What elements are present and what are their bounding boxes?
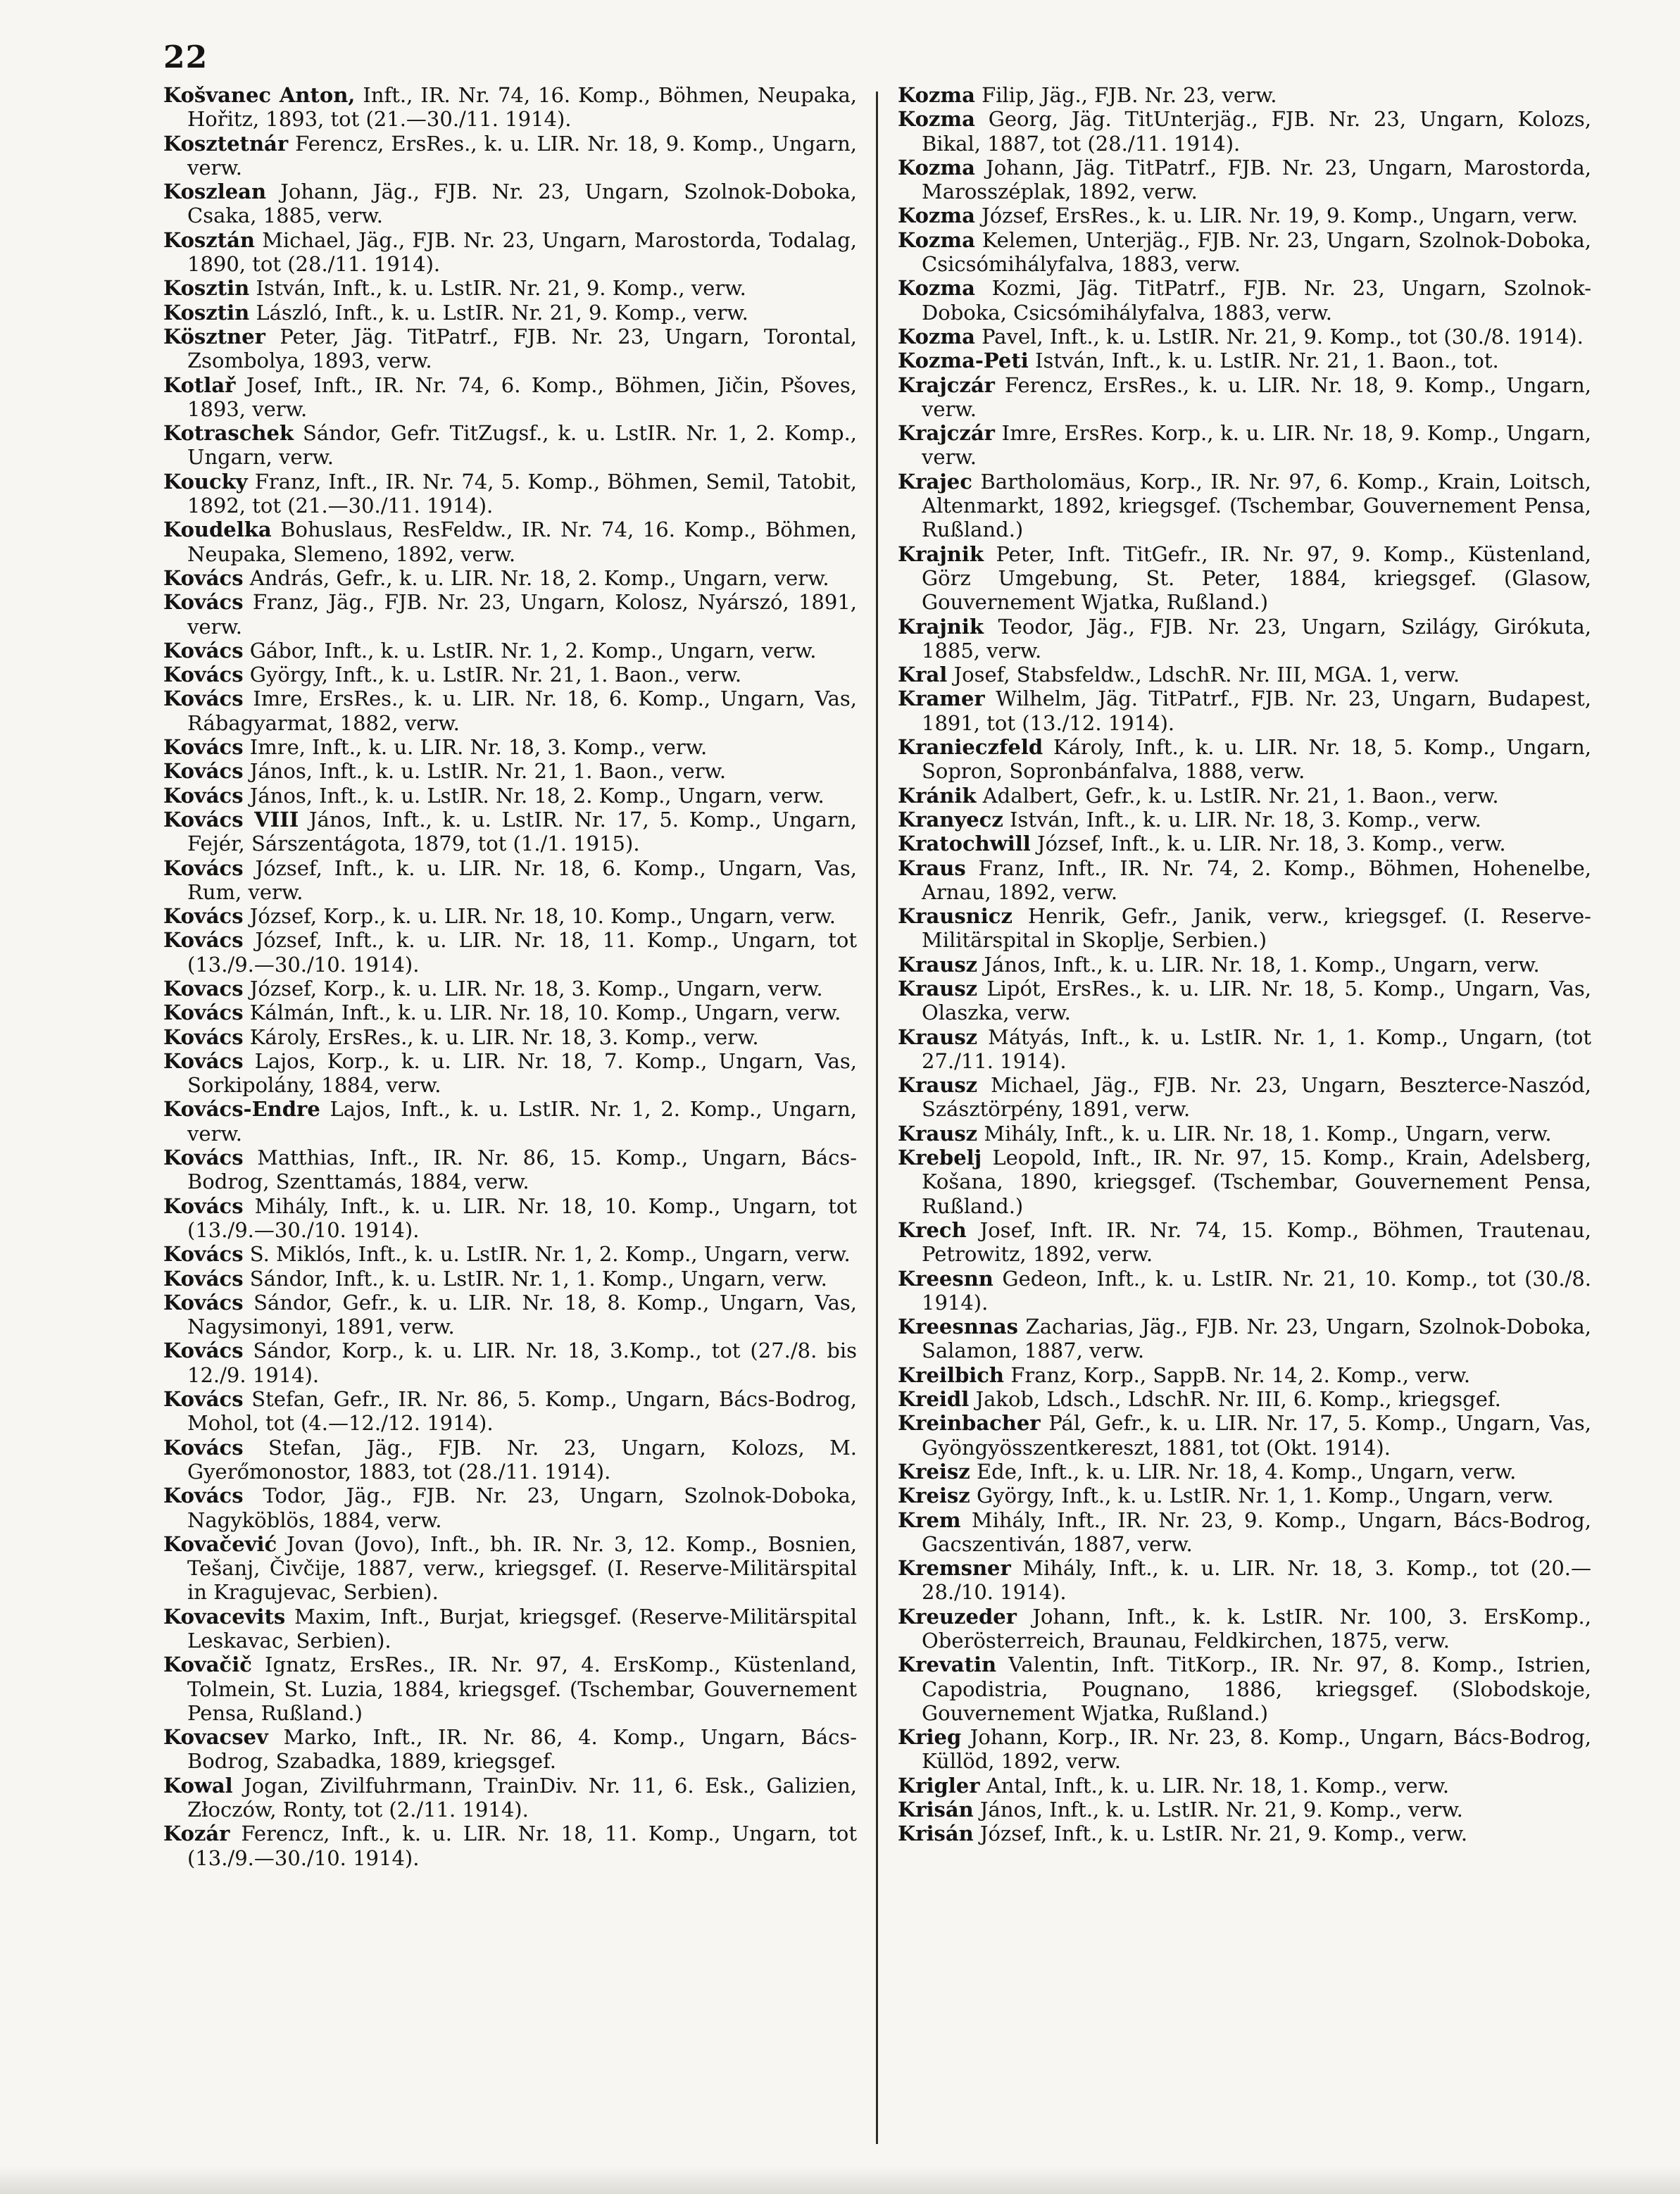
entry-surname: Kreesnnas	[898, 1315, 1018, 1339]
entry-surname: Kovacs	[163, 976, 244, 1001]
entry-surname: Kosztin	[163, 300, 250, 325]
entry-surname: Kovacsev	[163, 1725, 268, 1750]
entry-details: Johann, Korp., IR. Nr. 23, 8. Komp., Ungarn, Bács-Bodrog, Küllöd, 1892, verw.	[922, 1725, 1591, 1774]
entry-details: S. Miklós, Inft., k. u. LstIR. Nr. 1, 2. Komp., Ungarn, verw.	[243, 1242, 851, 1267]
entry-surname: Kovács	[163, 1001, 244, 1025]
register-entry	[163, 301, 857, 325]
entry-surname: Kovács	[163, 1387, 244, 1412]
entry-surname: Kreinbacher	[898, 1411, 1041, 1436]
register-entry	[163, 325, 857, 373]
entry-details: Josef, Stabsfeldw., LdschR. Nr. III, MGA. 1, verw.	[947, 663, 1460, 687]
entry-details: János, Inft., k. u. LstIR. Nr. 18, 2. Komp., Ungarn, verw.	[243, 783, 825, 808]
register-entry	[163, 1242, 857, 1266]
entry-details: Jogan, Zivilfuhrmann, TrainDiv. Nr. 11, 6. Esk., Galizien, Złoczów, Ronty, tot (2./11. 1914).	[187, 1773, 857, 1822]
entry-surname: Kovács	[163, 1290, 244, 1315]
entry-details: István, Inft., k. u. LstIR. Nr. 21, 1. Baon., tot.	[1028, 349, 1499, 373]
entry-details: Gedeon, Inft., k. u. LstIR. Nr. 21, 10. Komp., tot (30./8. 1914).	[922, 1266, 1591, 1315]
entry-surname: Krieg	[898, 1725, 962, 1750]
entry-details: József, Inft., k. u. LIR. Nr. 18, 3. Komp., verw.	[1030, 832, 1506, 856]
register-entry	[898, 1315, 1591, 1363]
register-entry	[898, 156, 1591, 204]
entry-surname: Krisán	[898, 1822, 974, 1846]
entry-details: Ferencz, ErsRes., k. u. LIR. Nr. 18, 9. Komp., Ungarn, verw.	[922, 372, 1591, 421]
right-column	[898, 83, 1591, 1846]
register-entry	[163, 687, 857, 735]
entry-details: Pál, Gefr., k. u. LIR. Nr. 17, 5. Komp., Ungarn, Vas, Gyöngyösszentkereszt, 1881, tot (Okt. 1914).	[922, 1411, 1591, 1460]
entry-surname: Kosztin	[163, 276, 250, 301]
register-entry	[163, 132, 857, 180]
entry-details: Henrik, Gefr., Janik, verw., kriegsgef. (I. Reserve-Militärspital in Skoplje, Serbien.)	[922, 904, 1591, 953]
register-entry	[163, 1291, 857, 1339]
entry-surname: Kratochwill	[898, 832, 1031, 856]
entry-details: Stefan, Jäg., FJB. Nr. 23, Ungarn, Kolozs, M. Gyerőmonostor, 1883, tot (28./11. 1914).	[187, 1435, 857, 1484]
entry-surname: Kovács	[163, 590, 244, 615]
entry-surname: Kremsner	[898, 1556, 1011, 1581]
entry-surname: Kovács	[163, 1242, 244, 1267]
register-entry	[898, 1484, 1591, 1507]
entry-details: Franz, Inft., IR. Nr. 74, 5. Komp., Böhmen, Semil, Tatobit, 1892, tot (21.—30./11. 1914).	[187, 469, 857, 518]
register-entry	[163, 977, 857, 1001]
entry-surname: Kovács	[163, 565, 244, 590]
entry-surname: Kovačević	[163, 1531, 277, 1556]
entry-surname: Kozma	[898, 227, 975, 252]
entry-surname: Krausz	[898, 1024, 978, 1049]
register-entry	[898, 1218, 1591, 1267]
entry-surname: Kovács	[163, 855, 244, 880]
entry-details: Michael, Jäg., FJB. Nr. 23, Ungarn, Marostorda, Todalag, 1890, tot (28./11. 1914).	[187, 227, 857, 277]
entry-details: Josef, Inft., IR. Nr. 74, 6. Komp., Böhmen, Jičin, Pšoves, 1893, verw.	[187, 372, 857, 421]
entry-details: János, Inft., k. u. LstIR. Nr. 21, 9. Komp., verw.	[973, 1798, 1463, 1822]
entry-details: Franz, Jäg., FJB. Nr. 23, Ungarn, Kolosz, Nyárszó, 1891, verw.	[187, 590, 857, 639]
register-entry	[163, 180, 857, 228]
entry-details: Mihály, Inft., IR. Nr. 23, 9. Komp., Ungarn, Bács-Bodrog, Gacszentiván, 1887, verw.	[922, 1507, 1591, 1556]
entry-details: Peter, Inft. TitGefr., IR. Nr. 97, 9. Komp., Küstenland, Görz Umgebung, St. Peter, 1884, kriegsgef. (Glasow, Gouvernement Wjatka, Rußland.)	[922, 541, 1591, 615]
register-entry	[898, 1146, 1591, 1218]
entry-details: Mihály, Inft., k. u. LIR. Nr. 18, 10. Komp., Ungarn, tot (13./9.—30./10. 1914).	[187, 1193, 857, 1242]
register-entry	[898, 1460, 1591, 1484]
register-entry	[898, 83, 1591, 107]
entry-details: József, Inft., k. u. LIR. Nr. 18, 6. Komp., Ungarn, Vas, Rum, verw.	[187, 855, 857, 904]
register-entry	[898, 1122, 1591, 1146]
entry-surname: Koszlean	[163, 180, 267, 204]
entry-surname: Kovács-Endre	[163, 1097, 320, 1122]
entry-details: Peter, Jäg. TitPatrf., FJB. Nr. 23, Ungarn, Torontal, Zsombolya, 1893, verw.	[187, 324, 857, 373]
register-entry	[163, 1146, 857, 1194]
register-entry	[898, 1725, 1591, 1774]
entry-surname: Krajec	[898, 469, 972, 494]
register-entry	[898, 977, 1591, 1025]
entry-details: Matthias, Inft., IR. Nr. 86, 15. Komp., Ungarn, Bács-Bodrog, Szenttamás, 1884, verw.	[187, 1146, 857, 1194]
entry-details: Franz, Inft., IR. Nr. 74, 2. Komp., Böhmen, Hohenelbe, Arnau, 1892, verw.	[922, 855, 1591, 904]
entry-details: Ede, Inft., k. u. LIR. Nr. 18, 4. Komp., Ungarn, verw.	[970, 1459, 1517, 1484]
entry-details: Marko, Inft., IR. Nr. 86, 4. Komp., Ungarn, Bács-Bodrog, Szabadka, 1889, kriegsgef.	[187, 1725, 857, 1774]
entry-details: Wilhelm, Jäg. TitPatrf., FJB. Nr. 23, Ungarn, Budapest, 1891, tot (13./12. 1914).	[922, 687, 1591, 735]
register-entry	[163, 663, 857, 687]
register-entry	[898, 1822, 1591, 1845]
entry-details: László, Inft., k. u. LstIR. Nr. 21, 9. Komp., verw.	[249, 300, 748, 325]
entry-surname: Kral	[898, 663, 948, 687]
entry-details: György, Inft., k. u. LstIR. Nr. 1, 1. Komp., Ungarn, verw.	[970, 1484, 1554, 1508]
entry-details: Imre, ErsRes., k. u. LIR. Nr. 18, 6. Komp., Ungarn, Vas, Rábagyarmat, 1882, verw.	[187, 687, 857, 735]
entry-details: Leopold, Inft., IR. Nr. 97, 15. Komp., Krain, Adelsberg, Košana, 1890, kriegsgef. (Tschembar, Gouvernement Pensa, Rußland.)	[922, 1146, 1591, 1218]
register-entry	[898, 1653, 1591, 1725]
register-entry	[898, 107, 1591, 156]
entry-surname: Kozár	[163, 1822, 230, 1846]
register-entry	[163, 639, 857, 663]
register-entry	[898, 1411, 1591, 1460]
entry-surname: Kovács	[163, 1435, 244, 1460]
register-entry	[898, 276, 1591, 325]
entry-surname: Koucky	[163, 469, 248, 494]
entry-details: Johann, Inft., k. k. LstIR. Nr. 100, 3. ErsKomp., Oberösterreich, Braunau, Feldkirchen, 1875, verw.	[922, 1604, 1591, 1653]
register-entry	[163, 1387, 857, 1436]
entry-surname: Košvanec Anton,	[163, 83, 356, 107]
entry-surname: Krem	[898, 1507, 961, 1532]
register-entry	[163, 566, 857, 590]
page-edge-shadow	[0, 2166, 1680, 2194]
register-entry	[163, 1774, 857, 1822]
entry-details: Georg, Jäg. TitUnterjäg., FJB. Nr. 23, Ungarn, Kolozs, Bikal, 1887, tot (28./11. 1914).	[922, 107, 1591, 156]
entry-details: Mátyás, Inft., k. u. LstIR. Nr. 1, 1. Komp., Ungarn, (tot 27./11. 1914).	[922, 1024, 1591, 1073]
entry-details: Ignatz, ErsRes., IR. Nr. 97, 4. ErsKomp., Küstenland, Tolmein, St. Luzia, 1884, kriegsgef. (Tschembar, Gouvernement Pensa, Rußland.)	[187, 1653, 857, 1725]
entry-surname: Kovács	[163, 687, 244, 711]
register-entry	[898, 687, 1591, 735]
entry-surname: Kotlař	[163, 372, 236, 397]
register-entry	[163, 470, 857, 518]
entry-details: Josef, Inft. IR. Nr. 74, 15. Komp., Böhmen, Trautenau, Petrowitz, 1892, verw.	[922, 1217, 1591, 1267]
entry-details: Mihály, Inft., k. u. LIR. Nr. 18, 1. Komp., Ungarn, verw.	[977, 1121, 1552, 1146]
entry-details: István, Inft., k. u. LIR. Nr. 18, 3. Komp., verw.	[1003, 807, 1481, 832]
register-entry	[898, 784, 1591, 808]
entry-surname: Krausnicz	[898, 904, 1013, 929]
register-entry	[163, 735, 857, 759]
register-entry	[163, 784, 857, 808]
entry-details: Sándor, Gefr., k. u. LIR. Nr. 18, 8. Komp., Ungarn, Vas, Nagysimonyi, 1891, verw.	[187, 1290, 857, 1339]
entry-surname: Kowal	[163, 1773, 233, 1798]
entry-details: József, Inft., k. u. LstIR. Nr. 21, 9. Komp., verw.	[973, 1822, 1468, 1846]
entry-surname: Krebelj	[898, 1146, 982, 1170]
register-entry	[163, 1436, 857, 1484]
register-entry	[163, 1822, 857, 1870]
entry-surname: Kozma	[898, 107, 975, 132]
entry-surname: Krech	[898, 1217, 967, 1242]
register-entry	[898, 349, 1591, 372]
column-divider	[876, 92, 878, 2144]
register-entry	[898, 663, 1591, 687]
entry-details: József, ErsRes., k. u. LIR. Nr. 19, 9. Komp., Ungarn, verw.	[974, 203, 1578, 228]
entry-details: Kozmi, Jäg. TitPatrf., FJB. Nr. 23, Ungarn, Szolnok-Doboka, Csicsómihályfalva, 1883, verw.	[922, 276, 1591, 325]
register-entry	[163, 928, 857, 977]
register-entry	[163, 1339, 857, 1387]
entry-surname: Kranieczfeld	[898, 735, 1043, 760]
entry-surname: Kovács	[163, 1146, 244, 1170]
entry-details: Bohuslaus, ResFeldw., IR. Nr. 74, 16. Komp., Böhmen, Neupaka, Slemeno, 1892, verw.	[187, 518, 857, 566]
register-entry	[163, 518, 857, 566]
entry-details: Jovan (Jovo), Inft., bh. IR. Nr. 3, 12. Komp., Bosnien, Tešanj, Čivčije, 1887, verw., kriegsgef. (I. Reserve-Militärspital in Kragujevac, Serbien).	[187, 1531, 857, 1605]
entry-details: Teodor, Jäg., FJB. Nr. 23, Ungarn, Szilágy, Girókuta, 1885, verw.	[922, 614, 1591, 663]
register-entry	[163, 373, 857, 422]
entry-surname: Kovács	[163, 783, 244, 808]
entry-surname: Kreesnn	[898, 1266, 993, 1291]
entry-details: Antal, Inft., k. u. LIR. Nr. 18, 1. Komp., verw.	[979, 1773, 1450, 1798]
entry-details: György, Inft., k. u. LstIR. Nr. 21, 1. Baon., verw.	[243, 663, 742, 687]
entry-surname: Kreisz	[898, 1484, 970, 1508]
entry-surname: Kovács	[163, 663, 244, 687]
register-entry	[898, 808, 1591, 832]
entry-details: Imre, Inft., k. u. LIR. Nr. 18, 3. Komp., verw.	[243, 735, 708, 760]
register-entry	[898, 325, 1591, 349]
entry-details: Filip, Jäg., FJB. Nr. 23, verw.	[974, 83, 1277, 107]
entry-surname: Krigler	[898, 1773, 980, 1798]
entry-surname: Kreilbich	[898, 1362, 1005, 1387]
entry-surname: Krausz	[898, 1073, 978, 1098]
register-entry	[163, 759, 857, 783]
entry-details: Johann, Jäg., FJB. Nr. 23, Ungarn, Szolnok-Doboka, Csaka, 1885, verw.	[187, 180, 857, 228]
entry-surname: Kosztetnár	[163, 131, 289, 156]
register-entry	[898, 1363, 1591, 1387]
register-entry	[898, 1798, 1591, 1822]
register-entry	[898, 1025, 1591, 1074]
entry-surname: Kovacevits	[163, 1604, 286, 1629]
entry-details: János, Inft., k. u. LstIR. Nr. 21, 1. Baon., verw.	[243, 759, 727, 784]
entry-details: Lajos, Korp., k. u. LIR. Nr. 18, 7. Komp., Ungarn, Vas, Sorkipolány, 1884, verw.	[187, 1048, 857, 1098]
entry-details: Ferencz, Inft., k. u. LIR. Nr. 18, 11. Komp., Ungarn, tot (13./9.—30./10. 1914).	[187, 1822, 857, 1870]
entry-details: András, Gefr., k. u. LIR. Nr. 18, 2. Komp., Ungarn, verw.	[243, 565, 829, 590]
register-entry	[163, 904, 857, 928]
entry-surname: Kreisz	[898, 1459, 970, 1484]
entry-surname: Krajczár	[898, 372, 995, 397]
page-number: 22	[163, 39, 208, 75]
register-entry	[898, 1605, 1591, 1653]
register-entry	[163, 1267, 857, 1291]
register-entry	[898, 203, 1591, 227]
entry-surname: Kranyecz	[898, 807, 1003, 832]
entry-details: Gábor, Inft., k. u. LstIR. Nr. 1, 2. Komp., Ungarn, verw.	[243, 638, 817, 663]
register-entry	[898, 1387, 1591, 1411]
register-entry	[898, 615, 1591, 663]
entry-surname: Kozma	[898, 155, 975, 180]
register-entry	[163, 1097, 857, 1146]
register-entry	[163, 83, 857, 132]
register-entry	[163, 276, 857, 300]
entry-details: Adalbert, Gefr., k. u. LstIR. Nr. 21, 1. Baon., verw.	[976, 783, 1499, 808]
entry-surname: Kovács	[163, 1339, 244, 1363]
entry-details: Imre, ErsRes. Korp., k. u. LIR. Nr. 18, 9. Komp., Ungarn, verw.	[922, 421, 1591, 470]
entry-details: Todor, Jäg., FJB. Nr. 23, Ungarn, Szolnok-Doboka, Nagyköblös, 1884, verw.	[187, 1484, 857, 1532]
entry-details: Valentin, Inft. TitKorp., IR. Nr. 97, 8. Komp., Istrien, Capodistria, Pougnano, 1886, kriegsgef. (Slobodskoje, Gouvernement Wjatka, Rußland.)	[922, 1653, 1591, 1725]
entry-surname: Kovács	[163, 1484, 244, 1508]
register-entry	[163, 1532, 857, 1605]
left-column	[163, 83, 857, 1870]
entry-surname: Kovács	[163, 638, 244, 663]
entry-details: Stefan, Gefr., IR. Nr. 86, 5. Komp., Ungarn, Bács-Bodrog, Mohol, tot (4.—12./12. 1914).	[187, 1387, 857, 1436]
entry-surname: Krajczár	[898, 421, 995, 446]
entry-details: Franz, Korp., SappB. Nr. 14, 2. Komp., verw.	[1004, 1362, 1471, 1387]
register-entry	[898, 1508, 1591, 1557]
entry-surname: Kozma	[898, 203, 975, 228]
entry-details: Jakob, Ldsch., LdschR. Nr. III, 6. Komp., kriegsgef.	[969, 1387, 1501, 1412]
register-entry	[898, 470, 1591, 542]
entry-surname: Kovács	[163, 1266, 244, 1291]
register-entry	[898, 373, 1591, 422]
entry-surname: Koudelka	[163, 518, 272, 542]
register-entry	[163, 1001, 857, 1024]
register-entry	[163, 1653, 857, 1725]
entry-surname: Kösztner	[163, 324, 265, 349]
entry-surname: Kovačič	[163, 1653, 252, 1677]
entry-surname: Krausz	[898, 1121, 978, 1146]
register-entry	[898, 735, 1591, 784]
entry-details: József, Korp., k. u. LIR. Nr. 18, 3. Komp., Ungarn, verw.	[243, 976, 823, 1001]
entry-details: Zacharias, Jäg., FJB. Nr. 23, Ungarn, Szolnok-Doboka, Salamon, 1887, verw.	[922, 1315, 1591, 1363]
entry-surname: Kovács	[163, 759, 244, 784]
register-entry	[163, 590, 857, 639]
entry-details: Bartholomäus, Korp., IR. Nr. 97, 6. Komp., Krain, Loitsch, Altenmarkt, 1892, kriegsgef. (Tschembar, Gouvernement Pensa, Rußland.)	[922, 469, 1591, 542]
entry-details: Pavel, Inft., k. u. LstIR. Nr. 21, 9. Komp., tot (30./8. 1914).	[974, 324, 1584, 349]
entry-surname: Kosztán	[163, 227, 255, 252]
entry-details: János, Inft., k. u. LstIR. Nr. 17, 5. Komp., Ungarn, Fejér, Sárszentágota, 1879, tot (1./1. 1915).	[187, 807, 857, 856]
register-entry	[163, 1725, 857, 1774]
register-entry	[898, 542, 1591, 615]
entry-surname: Kovács	[163, 735, 244, 760]
register-entry	[163, 228, 857, 277]
register-entry	[163, 856, 857, 905]
entry-details: Mihály, Inft., k. u. LIR. Nr. 18, 3. Komp., tot (20.—28./10. 1914).	[922, 1556, 1591, 1605]
entry-surname: Kovács VIII	[163, 807, 299, 832]
register-entry	[898, 856, 1591, 905]
entry-details: István, Inft., k. u. LstIR. Nr. 21, 9. Komp., verw.	[249, 276, 746, 301]
entry-surname: Kreuzeder	[898, 1604, 1017, 1629]
entry-surname: Kovács	[163, 928, 244, 953]
register-entry	[163, 421, 857, 470]
entry-surname: Kovács	[163, 1193, 244, 1218]
entry-details: József, Korp., k. u. LIR. Nr. 18, 10. Komp., Ungarn, verw.	[243, 904, 836, 929]
entry-details: Maxim, Inft., Burjat, kriegsgef. (Reserve-Militärspital Leskavac, Serbien).	[187, 1604, 857, 1653]
register-entry	[163, 808, 857, 856]
entry-surname: Krausz	[898, 976, 978, 1001]
entry-surname: Kovács	[163, 904, 244, 929]
entry-surname: Kozma-Peti	[898, 349, 1029, 373]
entry-surname: Kreidl	[898, 1387, 970, 1412]
entry-details: Sándor, Korp., k. u. LIR. Nr. 18, 3.Komp., tot (27./8. bis 12./9. 1914).	[187, 1339, 857, 1387]
entry-surname: Krausz	[898, 952, 978, 977]
entry-surname: Krajnik	[898, 541, 984, 566]
entry-surname: Krisán	[898, 1798, 974, 1822]
entry-surname: Krajnik	[898, 614, 984, 639]
entry-details: József, Inft., k. u. LIR. Nr. 18, 11. Komp., Ungarn, tot (13./9.—30./10. 1914).	[187, 928, 857, 977]
entry-details: Lipót, ErsRes., k. u. LIR. Nr. 18, 5. Komp., Ungarn, Vas, Olaszka, verw.	[922, 976, 1591, 1025]
register-entry	[898, 832, 1591, 855]
entry-details: Károly, ErsRes., k. u. LIR. Nr. 18, 3. Komp., verw.	[243, 1024, 759, 1049]
entry-surname: Kozma	[898, 276, 975, 301]
entry-surname: Kránik	[898, 783, 977, 808]
entry-details: Károly, Inft., k. u. LIR. Nr. 18, 5. Komp., Ungarn, Sopron, Sopronbánfalva, 1888, verw.	[922, 735, 1591, 784]
entry-surname: Kovács	[163, 1024, 244, 1049]
register-entry	[898, 1267, 1591, 1315]
entry-surname: Kotraschek	[163, 421, 294, 446]
register-entry	[898, 1774, 1591, 1798]
register-entry	[898, 953, 1591, 977]
entry-details: Sándor, Inft., k. u. LstIR. Nr. 1, 1. Komp., Ungarn, verw.	[243, 1266, 827, 1291]
register-entry	[898, 1073, 1591, 1122]
entry-details: Lajos, Inft., k. u. LstIR. Nr. 1, 2. Komp., Ungarn, verw.	[187, 1097, 857, 1146]
register-entry	[163, 1194, 857, 1243]
register-entry	[898, 904, 1591, 953]
entry-details: Sándor, Gefr. TitZugsf., k. u. LstIR. Nr. 1, 2. Komp., Ungarn, verw.	[187, 421, 857, 470]
entry-surname: Kozma	[898, 83, 975, 107]
register-entry	[163, 1025, 857, 1049]
entry-surname: Kozma	[898, 324, 975, 349]
register-entry	[163, 1049, 857, 1098]
entry-surname: Krevatin	[898, 1653, 997, 1677]
register-entry	[898, 228, 1591, 277]
register-entry	[898, 421, 1591, 470]
entry-details: Johann, Jäg. TitPatrf., FJB. Nr. 23, Ungarn, Marostorda, Marosszéplak, 1892, verw.	[922, 155, 1591, 204]
entry-surname: Kovács	[163, 1048, 244, 1073]
entry-details: Kálmán, Inft., k. u. LIR. Nr. 18, 10. Komp., Ungarn, verw.	[243, 1001, 841, 1025]
entry-details: Kelemen, Unterjäg., FJB. Nr. 23, Ungarn, Szolnok-Doboka, Csicsómihályfalva, 1883, verw.	[922, 227, 1591, 277]
entry-details: Ferencz, ErsRes., k. u. LIR. Nr. 18, 9. Komp., Ungarn, verw.	[187, 131, 857, 180]
register-entry	[163, 1484, 857, 1532]
entry-details: János, Inft., k. u. LIR. Nr. 18, 1. Komp., Ungarn, verw.	[977, 952, 1540, 977]
entry-surname: Kramer	[898, 687, 985, 711]
register-entry	[163, 1605, 857, 1653]
entry-surname: Kraus	[898, 855, 966, 880]
entry-details: Inft., IR. Nr. 74, 16. Komp., Böhmen, Neupaka, Hořitz, 1893, tot (21.—30./11. 1914).	[187, 83, 857, 132]
register-entry	[898, 1556, 1591, 1605]
entry-details: Michael, Jäg., FJB. Nr. 23, Ungarn, Beszterce-Naszód, Szásztörpény, 1891, verw.	[922, 1073, 1591, 1122]
